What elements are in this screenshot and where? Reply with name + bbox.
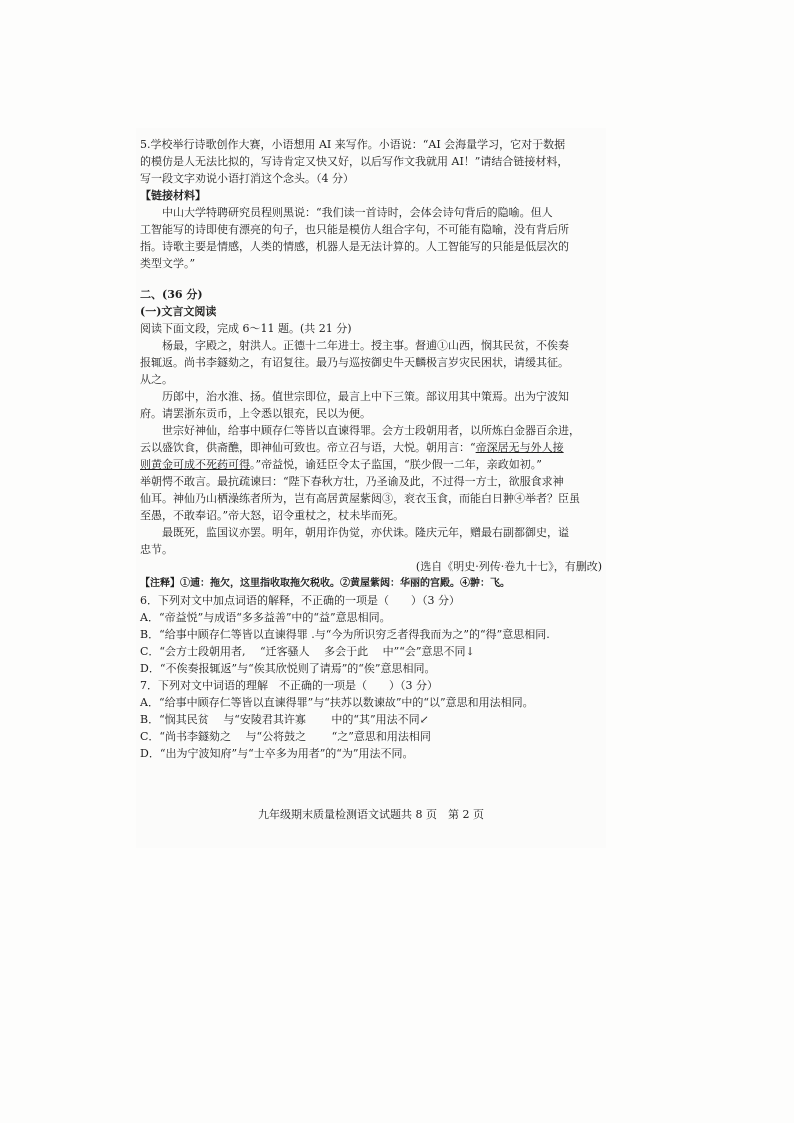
question-7-stem: 7．下列对文中词语的理解 不正确的一项是（ ）（3 分） — [140, 679, 438, 692]
passage-line: 忠节。 — [140, 543, 173, 556]
question-5-line: 的模仿是人无法比拟的，写诗肯定又快又好，以后写作文我就用 AI！”请结合链接材料， — [140, 155, 569, 168]
question-6-option-c: C．“会方士段朝用者, “迁客骚人 多会于此 中”“会”意思不同↓ — [140, 645, 475, 658]
question-6-option-b: B．“给事中顾存仁等皆以直谏得罪 .与“今为所识穷乏者得我而为之”的“得”意思相同. — [140, 628, 550, 641]
question-6-option-d: D．“不俟奏报辄返”与“俟其欣悦则了请焉”的“俟”意思相同。 — [140, 662, 436, 675]
question-6-stem: 6．下列对文中加点词语的解释，不正确的一项是（ ）（3 分） — [140, 594, 460, 607]
link-material-line: 工智能写的诗即使有漂亮的句子，也只能是模仿人组合字句，不可能有隐喻，没有背后所 — [140, 223, 569, 236]
passage-line: 仙耳。神仙乃山栖澡练者所为，岂有高居黄屋紫闼③，衮衣玉食，而能白日翀④举者？臣虽 — [140, 492, 580, 505]
question-5-line: 5.学校举行诗歌创作大赛，小语想用 AI 来写作。小语说：“AI 会海量学习，它对于数据 — [140, 138, 566, 151]
underlined-sentence: 则黄金可成不死药可得 — [140, 458, 250, 471]
question-7-option-c: C．“尚书李鐩劾之 与“公将鼓之 “之”意思和用法相同 — [140, 730, 431, 743]
passage-line: 至愚，不敢奉诏。”帝大怒，诏令重杖之，杖未毕而死。 — [140, 509, 405, 522]
link-material-line: 指。诗歌主要是情感，人类的情感，机器人是无法计算的。人工智能写的只能是低层次的 — [140, 240, 569, 253]
passage-line: 从之。 — [140, 373, 173, 386]
question-5-line: 写一段文字劝说小语打消这个念头。（4 分） — [140, 172, 354, 185]
annotation-notes: 【注释】①逋：拖欠，这里指收取拖欠税收。②黄屋紫闼：华丽的宫殿。④翀：飞。 — [140, 578, 510, 589]
passage-text: 云以盛饮食，供斋醮，即神仙可致也。帝立召与语，大悦。朝用言：“ — [140, 441, 476, 454]
passage-line — [140, 456, 602, 473]
passage-line — [140, 439, 602, 456]
link-material-line: 类型文学。” — [140, 257, 196, 270]
question-6-option-a: A．“帝益悦”与成语“多多益善”中的“益”意思相同。 — [140, 611, 391, 624]
reading-instruction: 阅读下面文段，完成 6～11 题。(共 21 分) — [140, 322, 352, 335]
question-7-option-a: A．“给事中顾存仁等皆以直谏得罪”与“扶苏以数谏故”中的“以”意思和用法相同。 — [140, 696, 534, 709]
passage-line: 报辄返。尚书李鐩劾之，有诏复往。最乃与巡按御史牛天麟极言岁灾民困状，请缓其征。 — [140, 356, 569, 369]
passage-line: 杨最，字殿之，射洪人。正德十二年进士。授主事。督逋①山西，悯其民贫，不俟奏 — [162, 339, 569, 352]
passage-source: (选自《明史·列传·卷九十七》，有删改) — [415, 560, 602, 573]
passage-line: 府。请罢浙东贡币，上令悉以银充，民以为便。 — [140, 407, 371, 420]
question-7-option-d: D．“出为宁波知府”与“士卒多为用者”的“为”用法不同。 — [140, 747, 414, 760]
subsection-heading: (一)文言文阅读 — [140, 305, 217, 318]
question-7-option-b: B．“悯其民贫 与“安陵君其许寡 中的“其”用法不同↙ — [140, 713, 429, 726]
passage-line: 最既死，监国议亦罢。明年，朝用诈伪觉，亦伏诛。隆庆元年，赠最右副都御史，谥 — [162, 526, 569, 539]
link-material-heading: 【链接材料】 — [140, 189, 206, 202]
page-content — [140, 136, 602, 762]
underlined-sentence: 帝深居无与外人接 — [475, 441, 564, 454]
page-footer: 九年级期末质量检测语文试题共 8 页 第 2 页 — [258, 808, 484, 821]
passage-text: 。”帝益悦，谕廷臣令太子监国，“朕少假一二年，亲政如初。” — [250, 458, 542, 471]
passage-line: 历郎中，治水淮、扬。值世宗即位，最言上中下三策。部议用其中策焉。出为宁波知 — [162, 390, 569, 403]
passage-line: 举朝愕不敢言。最抗疏谏曰：“陛下春秋方壮，乃圣谕及此，不过得一方士，欲服食求神 — [140, 475, 564, 488]
section-heading: 二、(36 分) — [140, 288, 203, 301]
passage-line: 世宗好神仙，给事中顾存仁等皆以直谏得罪。会方士段朝用者，以所炼白金器百余进， — [162, 424, 580, 437]
link-material-line: 中山大学特聘研究员程则黑说：“我们读一首诗时，会体会诗句背后的隐喻。但人 — [162, 206, 553, 219]
